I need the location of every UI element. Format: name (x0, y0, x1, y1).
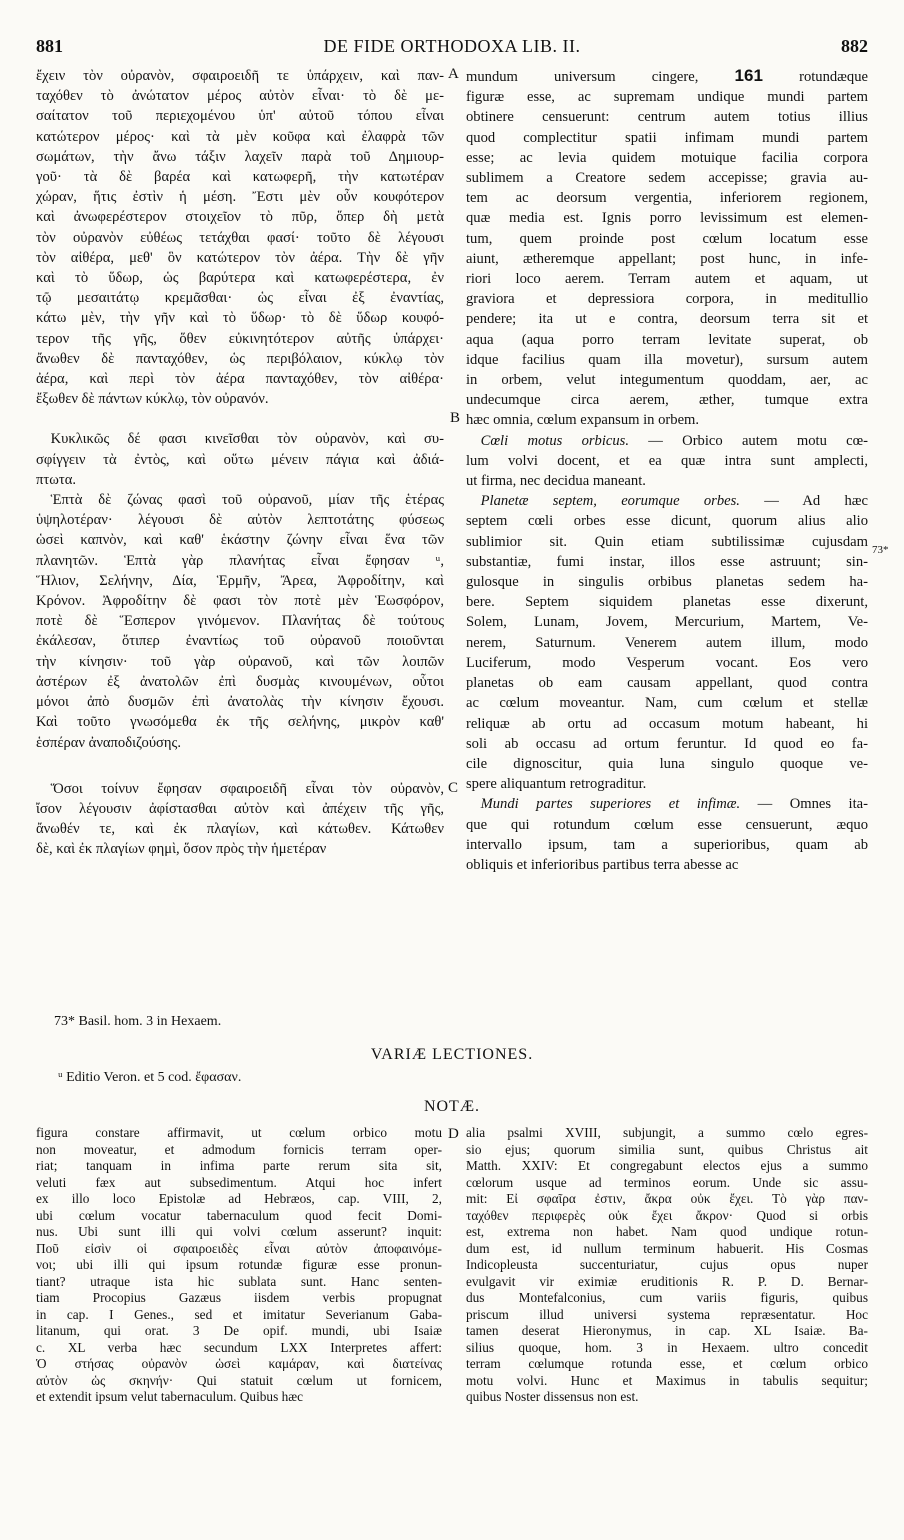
greek-paragraph-3 (36, 490, 444, 753)
text-line: alia psalmi XVIII, subjungit, a summo cœlo egres- (466, 1125, 868, 1140)
text-line: aiunt, ætheremque appellant; post hunc, in infe- (466, 250, 868, 267)
text-line: et extendit ipsum velut tabernaculum. Quibus hæc (36, 1389, 303, 1404)
text-line: ex illo loco Epistolæ ad Hebræos, cap. VIII, 2, (36, 1191, 442, 1206)
page-title: DE FIDE ORTHODOXA LIB. II. (323, 36, 581, 56)
text-line: gulosque in singulis orbibus planetas sedem ha- (466, 574, 868, 591)
text-line: γοῦ· τὰ δὲ βαρέα καὶ κατωφερῆ, τὴν κατωτέραν (36, 169, 444, 186)
text-line: aqua (aqua porro terram levitate superat, ob (466, 331, 868, 348)
text-line: motu volvi. Hunc et Maximus in tabulis sequitur; (466, 1372, 868, 1388)
text-line: Matth. XXIV: Et congregabunt electos ejus a summo (466, 1158, 868, 1173)
greek-paragraph-1 (36, 66, 444, 409)
text-line: figuræ esse, ac supremam undique mundi partem (466, 89, 868, 106)
text-line: tum, quem proinde post cœlum locatum esse (466, 230, 868, 247)
latin-section-head: Cœli motus orbicus. (480, 432, 630, 449)
text-line: c. XL verba hæc secundum LXX Interpretes affert: (36, 1339, 442, 1355)
text-line: Indicopleusta succenturiatur, cujus opus nuper (466, 1257, 868, 1272)
margin-letter-b: B (450, 410, 461, 426)
latin-section-head: Planetæ septem, eorumque orbes. (480, 493, 740, 510)
text-line: δὲ, καὶ ἐκ πλαγίων φημὶ, ὅσον πρὸς τὴν ἡμετέραν (36, 841, 327, 858)
text-line: τῷ μεσαιτάτῳ κρεμᾶσθαι· ὡς εἶναι ἐξ ἐναντίας, (36, 290, 444, 307)
text-line: ἄνωθεν δὲ πανταχόθεν, ὡς περιβόλαιον, κύκλῳ τὸν (36, 350, 444, 367)
source-footnote: 73* Basil. hom. 3 in Hexaem. (54, 1014, 222, 1029)
text-line: figura constare affirmavit, ut cœlum orbico motu (36, 1125, 442, 1140)
text-line: spere aliquantum retrograditur. (466, 776, 647, 793)
text-line: planetas ob eam causam appellant, quod contra (466, 675, 868, 692)
text-line: sio ejus; quorum similia sunt, quibus Christus ait (466, 1141, 868, 1157)
text-line: nerem, Saturnum. Venerem autem illum, modo (466, 634, 868, 651)
text-line: κατώτερον μέρος· καὶ τὰ μὲν κοῦφα καὶ ἐλαφρὰ τῶν (36, 128, 444, 145)
text-line: ἴσον λέγουσιν ἀφίστασθαι αὐτὸν καὶ ἀπέχειν τῆς γῆς, (36, 800, 444, 817)
page-number-right: 882 (841, 36, 868, 56)
latin-section-head: Mundi partes superiores et infimæ. (480, 796, 741, 813)
text-line: τερον τῆς γῆς, ὅθεν εὐκινητότερον αὐτῆς ὑπάρχει· (36, 330, 444, 347)
text-line: καὶ τὸ ὕδωρ, ὡς βαρύτερα καὶ κατωφερέστερα, ἐν (36, 270, 444, 287)
text-line: τὴν κίνησιν· τοῦ γὰρ οὐρανοῦ, καὶ τῶν λοιπῶν (36, 653, 444, 670)
text-line: Ὁ στήσας οὐρανὸν ὡσεὶ καμάραν, καὶ διατείνας (36, 1356, 442, 1371)
text-line: lum volvi docent, et ea quæ intra sunt amplecti, (466, 452, 868, 469)
text-line: πλανητῶν. Ἑπτὰ γὰρ πλανήτας εἶναι ἔφησαν ᵘ, (36, 552, 444, 569)
text-line: quod complectitur spatii infimam mundi partem (466, 129, 868, 146)
text-line: ἔξωθεν δὲ πάντων κύκλῳ, τὸν οὐρανόν. (36, 391, 269, 408)
text-line: ubi cœlum vocatur tabernaculum quod fecit Domi- (36, 1207, 442, 1223)
latin-paragraph-4 (466, 815, 868, 876)
text-line: ac cœlum moveantur. Nam, cum cœlum et stellæ (466, 695, 868, 712)
running-head (36, 36, 868, 62)
text-line: κάτω μὲν, τὴν γῆν καὶ τὸ ὕδωρ· τὸ δὲ ὕδωρ κουφό- (36, 310, 444, 327)
text-line: ἄνωθέν τε, καὶ ἐκ πλαγίων, καὶ κάτωθεν. Κάτωθεν (36, 821, 444, 838)
text-line: Ἥλιον, Σελήνην, Δία, Ἑρμῆν, Ἄρεα, Ἀφροδίτην, καὶ (36, 572, 444, 589)
text-line: ὑψηλοτέραν· λέγουσι δὲ αὐτὸν λεπτοτάτης φύσεως (36, 512, 444, 529)
text-line: nus. Ubi sunt illi qui volvi cœlum asserunt? inquit: (36, 1224, 442, 1239)
text-line: hæc omnia, cœlum expansum in orbem. (466, 412, 700, 429)
text-line: tamen deserat Hieronymus, in cap. XL Isaiæ. Ba- (466, 1323, 868, 1338)
text-line: pendere; ita ut e contra, deorsum terra sit et (466, 311, 868, 328)
text-line: ut firma, nec decidua maneant. (466, 473, 646, 490)
page-number-left: 881 (36, 36, 63, 56)
text-line: τὸν οὐρανὸν εὐθέως τετάχθαι φασί· τοῦτο δὲ λέγουσι (36, 229, 444, 246)
text-line: dus Montefalconius, cum variis figuris, quibus (466, 1290, 868, 1305)
text-line: undecumque circa aerem, æther, tumque extra (466, 392, 868, 409)
text-line: sublimior sit. Quin etiam subtilissimæ cujusdam (466, 533, 868, 550)
text-line: σφίγγειν τὰ ἐντὸς, καὶ οὕτω μένειν πάγια καὶ ἀδιά- (36, 451, 444, 468)
text-line: Ὅσοι τοίνυν ἔφησαν σφαιροειδῆ εἶναι τὸν οὐρανὸν, (50, 780, 444, 797)
text-line: μόνοι ἀπὸ δυσμῶν ἐπὶ ἀνατολὰς τὴν κίνησιν ἔχουσι. (36, 694, 444, 711)
text-line: χώραν, ἥτις ἐστὶν ἡ μέση. Ἔστι μὲν οὖν κουφότερον (36, 189, 444, 206)
text-line: σαίτατον τοῦ περιεχομένου ὑπ' αὐτοῦ τόπου εἶναι (36, 108, 444, 125)
latin-section-4-first: Mundi partes superiores et infimæ. — Omnes ita- (480, 796, 868, 813)
text-line: est, extrema non habet. Nam quod undique rotun- (466, 1224, 868, 1239)
latin-column (466, 66, 868, 875)
text-line: cile dignoscitur, quia luna singulo quoque ve- (466, 755, 868, 772)
text-line: dum est, id nullum terminum habuerit. His Cosmas (466, 1240, 868, 1256)
notes-left-column (36, 1125, 442, 1406)
text-line: sublimem a Creatore sedem accepisse; gravia au- (466, 170, 868, 187)
text-line: τὸν αἰθέρα, μεθ' ὃν κατώτερον τὸν ἀέρα. Τὴν δὲ γῆν (36, 249, 444, 266)
notae-heading: NOTÆ. (423, 1098, 481, 1115)
text-line: ἔχειν τὸν οὐρανὸν, σφαιροειδῆ τε ὑπάρχειν, καὶ παν- (36, 68, 444, 84)
text-line: quibus Noster dissensus non est. (466, 1389, 639, 1404)
text-line: bere. Septem siquidem planetas esse dixerunt, (466, 594, 868, 611)
text-line: que qui rotundum cœlum esse censuerunt, æquo (466, 816, 868, 833)
latin-section-3-first: Planetæ septem, eorumque orbes. — Ad hæc (480, 493, 868, 510)
margin-letter-d: D (448, 1126, 459, 1142)
text-line: reliquæ ab ortu ad occasum motum habeant, hi (466, 715, 868, 732)
text-line: obtinere censuerunt: centrum autem totius illius (466, 109, 868, 126)
text-line: νοι; ubi illi qui ipsum rotundæ figuræ esse pronun- (36, 1257, 442, 1272)
text-line: mit: Εἰ σφαῖρα ἐστιν, ἄκρα οὐκ ἔχει. Τὸ γὰρ παν- (466, 1191, 868, 1206)
text-line: riori loco aerem. Terram autem et aquam, ut (466, 271, 868, 288)
text-line: in orbem, velut integumentum quoddam, aer, ac (466, 372, 868, 389)
text-line: septem cœli orbes esse dicunt, quorum alius alio (466, 513, 868, 530)
variae-lectiones-heading: VARIÆ LECTIONES. (370, 1046, 534, 1063)
text-line: ἀέρα, καὶ περὶ τὸν ἀέρα πανταχόθεν, τὸν αἰθέρα· (36, 371, 444, 388)
margin-reference: 73* (872, 544, 889, 556)
text-line: ἑσπέραν ἀναποδιζούσης. (36, 734, 181, 751)
margin-letter-c: C (448, 780, 459, 796)
margin-letter-a: A (448, 66, 459, 82)
latin-paragraph-2 (466, 451, 868, 491)
latin-section-2-first: Cœli motus orbicus. — Orbico autem motu cœ- (480, 432, 868, 449)
column-number: 161 (734, 66, 763, 85)
text-line: riat; tanquam in infima parte rerum sita sit, (36, 1158, 442, 1173)
latin-paragraph-1 (466, 87, 868, 430)
text-line: in cap. I Genes., sed et imitatur Severianum Gaba- (36, 1306, 442, 1322)
text-line: ἐκάλεσαν, ὅτιπερ ἐναντίως τοῦ οὐρανοῦ ποιοῦνται (36, 633, 444, 650)
text-line: terram cœlumque rotunda esse, et cœlum orbico (466, 1356, 868, 1371)
text-line: Luciferum, modo Vesperum vocant. Eos vero (466, 654, 868, 671)
text-line: αὐτὸν ὡς σκηνήν· Qui statuit cœlum ut fornicem, (36, 1372, 442, 1388)
text-line: Solem, Lunam, Jovem, Mercurium, Martem, Ve- (466, 614, 868, 631)
text-line: veluti fæx aut subsedimentum. Atqui hoc infert (36, 1174, 442, 1190)
text-line: obliquis et inferioribus partibus terra abesse ac (466, 856, 739, 873)
text-line: Ἑπτὰ δὲ ζώνας φασὶ τοῦ οὐρανοῦ, μίαν τῆς ἑτέρας (50, 492, 444, 509)
text-line: priscum illud universi systema repræsentatur. Hoc (466, 1306, 868, 1322)
text-line: quæ media est. Ignis porro levissimum est elemen- (466, 210, 868, 227)
greek-paragraph-4 (36, 779, 444, 860)
latin-line-first: mundum universum cingere, 161 rotundæque (466, 66, 868, 85)
text-line: Κρόνον. Ἀφροδίτην δὲ φασι τὸν ποτὲ μὲν Ἑωσφόρον, (36, 593, 444, 610)
text-line: καὶ ἀνωφερέστερον στοιχεῖον τὸ πῦρ, ὅπερ δὴ μετὰ (36, 209, 444, 226)
text-line: cœlorum usque ad terminos eorum. Unde sic assu- (466, 1174, 868, 1190)
text-line: tiam Procopius Gazæus iisdem verbis propugnat (36, 1290, 442, 1305)
text-line: ταχόθεν περιφερὲς οὐκ ἔχει ἄκρον· Quod si orbis (466, 1207, 868, 1223)
greek-paragraph-2 (36, 429, 444, 490)
text-line: litanum, qui orat. 3 De opif. mundi, ubi Isaiæ (36, 1323, 442, 1338)
text-line: σωμάτων, τὴν ἄνω τάξιν λαχεῖν παρὰ τοῦ Δημιουρ- (36, 148, 444, 165)
text-line: ἀστέρων ἐξ ἀνατολῶν ἐπὶ δυσμὰς κινουμένων, οὗτοι (36, 673, 444, 690)
text-line: intervallo ipsum, tam a superioribus, quam ab (466, 836, 868, 853)
text-line: esse; ac levia quidem motuique facilia corpora (466, 149, 868, 166)
text-line: soli ab occasu ad ortum feruntur. Id quod eo fa- (466, 735, 868, 752)
text-line: Καὶ τοῦτο γνωσόμεθα ἐκ τῆς σελήνης, μικρὸν καθ' (36, 714, 444, 731)
greek-column (36, 66, 444, 860)
text-line: πτωτα. (36, 471, 76, 488)
text-line: ὡσεὶ καπνὸν, καὶ καθ' ἑκάστην ζώνην εἶναι ἕνα τῶν (36, 532, 444, 549)
text-line: idque facilius quam illa movetur), sursum autem (466, 351, 868, 368)
text-line: substantiæ, fumi instar, illos esse astruunt; sin- (466, 553, 868, 570)
text-line: Κυκλικῶς δέ φασι κινεῖσθαι τὸν οὐρανὸν, καὶ συ- (50, 431, 444, 448)
text-line: tem ac deorsum vergentia, inferiorem regionem, (466, 190, 868, 207)
text-line: ταχόθεν τὸ ἀνώτατον μέρος αὐτὸν εἶναι· τὸ δὲ με- (36, 88, 444, 105)
text-line: ποτὲ δὲ Ἕσπερον γινόμενον. Πλανήτας δὲ τούτους (36, 613, 444, 630)
text-line: Ποῦ εἰσὶν οἱ σφαιροειδὲς εἶναι αὐτὸν ἀποφαινόμε- (36, 1240, 442, 1256)
notes-right-column (466, 1125, 868, 1406)
variant-footnote: ᵘ Editio Veron. et 5 cod. ἔφασαν. (58, 1070, 242, 1085)
text-line: non moveatur, et admodum fornicis terram oper- (36, 1141, 442, 1157)
text-line: graviora et depressiora corpora, in meditullio (466, 291, 868, 308)
text-line: tiant? utraque ista hic sublata sunt. Hanc senten- (36, 1273, 442, 1289)
latin-paragraph-3 (466, 511, 868, 794)
text-line: evulgavit vir eximiæ eruditionis R. P. D. Bernar- (466, 1273, 868, 1289)
text-line: silius quoque, hom. 3 in Hexaem. ultro concedit (466, 1339, 868, 1355)
